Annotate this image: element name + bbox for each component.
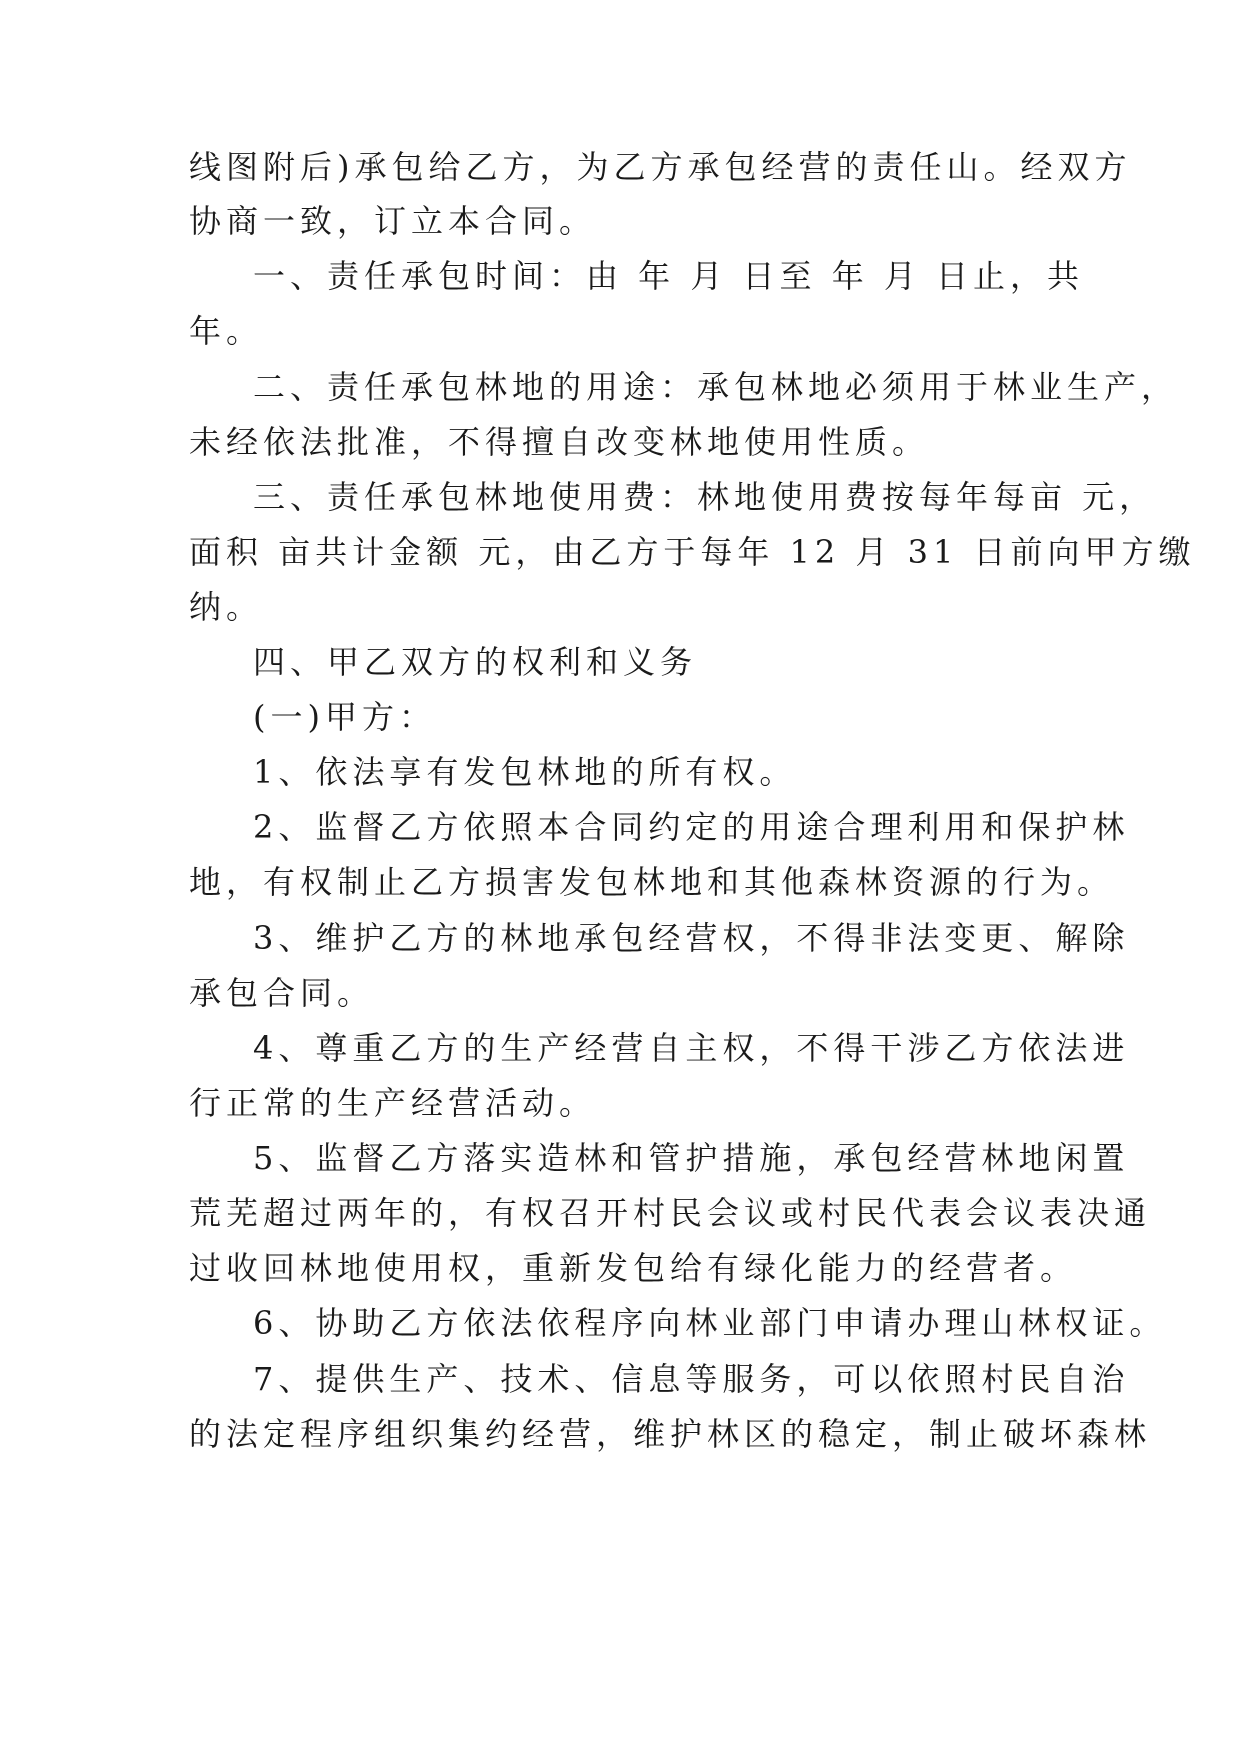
text-line: 6、协助乙方依法依程序向林业部门申请办理山林权证。 xyxy=(253,1304,1167,1342)
text-line: 一、责任承包时间：由 年 月 日至 年 月 日止，共 xyxy=(253,257,1085,295)
text-line: 4、尊重乙方的生产经营自主权，不得干涉乙方依法进 xyxy=(253,1029,1130,1067)
section-heading: 四、甲乙双方的权利和义务 xyxy=(253,643,698,681)
text-line: 年。 xyxy=(189,312,264,350)
text-line: 承包合同。 xyxy=(189,974,375,1012)
text-line: 过收回林地使用权，重新发包给有绿化能力的经营者。 xyxy=(189,1249,1078,1287)
text-line: 的法定程序组织集约经营，维护林区的稳定，制止破坏森林 xyxy=(189,1415,1152,1453)
text-line: 纳。 xyxy=(189,588,264,626)
text-line: 三、责任承包林地使用费：林地使用费按每年每亩 元， xyxy=(253,478,1157,516)
subsection-heading: (一)甲方： xyxy=(253,698,436,736)
text-line: 二、责任承包林地的用途：承包林地必须用于林业生产， xyxy=(253,368,1179,406)
text-line: 2、监督乙方依照本合同约定的用途合理利用和保护林 xyxy=(253,808,1130,846)
text-line: 线图附后)承包给乙方，为乙方承包经营的责任山。经双方 xyxy=(189,148,1132,186)
text-line: 协商一致，订立本合同。 xyxy=(189,202,597,240)
text-line: 3、维护乙方的林地承包经营权，不得非法变更、解除 xyxy=(253,919,1130,957)
text-line: 行正常的生产经营活动。 xyxy=(189,1084,597,1122)
text-line: 未经依法批准，不得擅自改变林地使用性质。 xyxy=(189,423,930,461)
text-line: 7、提供生产、技术、信息等服务，可以依照村民自治 xyxy=(253,1360,1130,1398)
text-line: 地，有权制止乙方损害发包林地和其他森林资源的行为。 xyxy=(189,863,1115,901)
text-line: 1、依法享有发包林地的所有权。 xyxy=(253,753,797,791)
text-line: 面积 亩共计金额 元，由乙方于每年 12 月 31 日前向甲方缴 xyxy=(189,533,1196,571)
text-line: 荒芜超过两年的，有权召开村民会议或村民代表会议表决通 xyxy=(189,1194,1152,1232)
text-line: 5、监督乙方落实造林和管护措施，承包经营林地闲置 xyxy=(253,1139,1130,1177)
